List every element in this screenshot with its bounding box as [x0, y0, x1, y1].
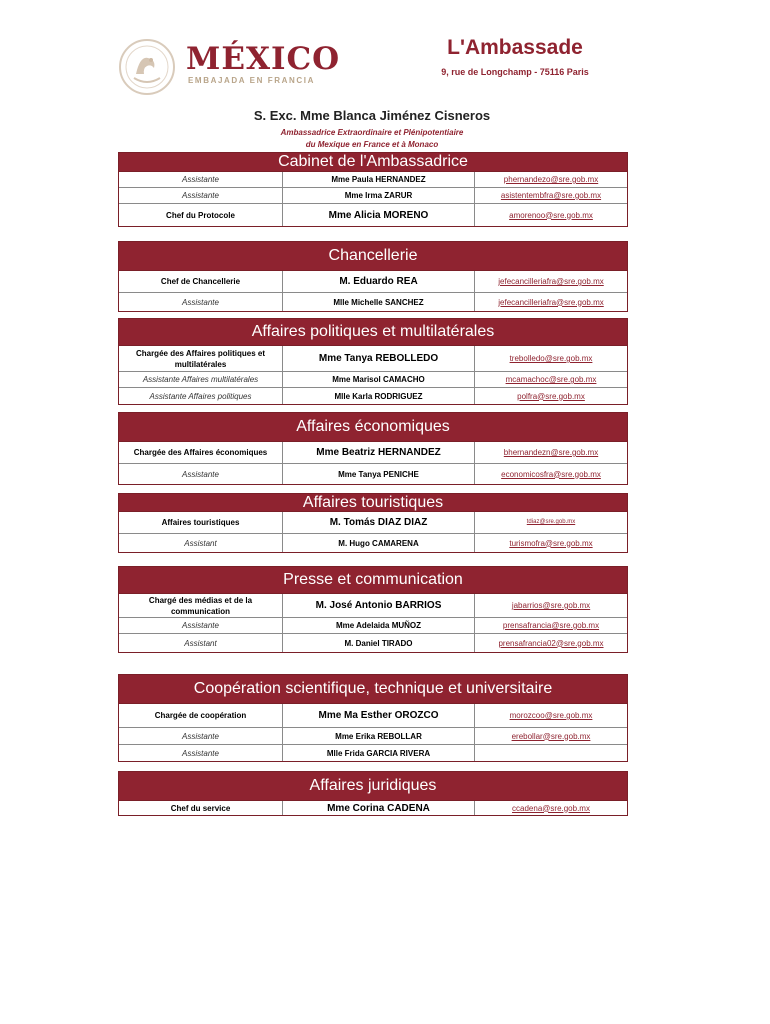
table-row [119, 745, 627, 761]
role-cell: Chargé des médias et de la communication [119, 594, 283, 617]
logo-subtitle: EMBAJADA EN FRANCIA [188, 76, 315, 85]
role-cell: Assistante [119, 728, 283, 744]
embassy-address: 9, rue de Longchamp - 75116 Paris [441, 67, 589, 77]
email-link[interactable]: erebollar@sre.gob.mx [511, 731, 591, 741]
role-cell: Assistant [119, 534, 283, 552]
logo-wordmark: MÉXICO [186, 41, 341, 77]
email-link[interactable]: phernandezo@sre.gob.mx [503, 175, 599, 184]
email-link[interactable]: prensafrancia@sre.gob.mx [502, 621, 600, 630]
section-affaires-touristiques [118, 493, 628, 553]
name-cell: Mme Tanya REBOLLEDO [283, 346, 475, 371]
email-link[interactable]: polfra@sre.gob.mx [517, 391, 585, 401]
email-link[interactable]: asistentembfra@sre.gob.mx [500, 191, 602, 200]
email-link[interactable]: prensafrancia02@sre.gob.mx [498, 638, 604, 648]
name-cell: Mlle Karla RODRIGUEZ [283, 388, 475, 404]
table-row [119, 464, 627, 484]
role-cell: Affaires touristiques [119, 512, 283, 533]
role-cell: Assistant [119, 634, 283, 652]
role-cell: Assistante [119, 745, 283, 761]
role-cell: Chargée de coopération [119, 704, 283, 727]
email-link[interactable]: morozcoo@sre.gob.mx [509, 711, 593, 720]
role-cell: Chargée des Affaires politiques et multilatérales [119, 346, 283, 371]
section-title: Cabinet de l'Ambassadrice [119, 153, 627, 172]
role-cell: Chef du Protocole [119, 204, 283, 226]
role-cell: Chef de Chancellerie [119, 271, 283, 292]
table-row [119, 388, 627, 404]
role-cell: Assistante [119, 293, 283, 311]
section-title: Affaires touristiques [119, 494, 627, 512]
email-link[interactable]: trebolledo@sre.gob.mx [509, 354, 593, 363]
section-affaires-economiques [118, 412, 628, 485]
section-title: Affaires économiques [119, 413, 627, 442]
ambassador-role-line1: Ambassadrice Extraordinaire et Plénipotentiaire [280, 128, 464, 137]
email-link[interactable]: amorenoo@sre.gob.mx [509, 210, 593, 220]
name-cell: Mme Irma ZARUR [283, 188, 475, 203]
table-row [119, 634, 627, 652]
section-cooperation [118, 674, 628, 762]
role-cell: Assistante [119, 188, 283, 203]
name-cell: Mme Adelaida MUÑOZ [283, 618, 475, 633]
table-row [119, 172, 627, 188]
table-row [119, 704, 627, 728]
section-title: Presse et communication [119, 567, 627, 594]
email-link[interactable]: jefecancilleriafra@sre.gob.mx [498, 277, 604, 286]
name-cell: Mme Marisol CAMACHO [283, 372, 475, 387]
email-link[interactable]: ccadena@sre.gob.mx [512, 803, 590, 813]
table-row [119, 728, 627, 745]
role-cell: Assistante [119, 172, 283, 187]
section-affaires-juridiques [118, 771, 628, 816]
ambassador-role-line2: du Mexique en France et à Monaco [305, 140, 439, 149]
table-row [119, 271, 627, 293]
role-cell: Assistante Affaires multilatérales [119, 372, 283, 387]
role-cell: Assistante [119, 464, 283, 484]
email-link[interactable]: bhernandezn@sre.gob.mx [503, 448, 599, 457]
table-row [119, 346, 627, 372]
table-row [119, 372, 627, 388]
table-row [119, 512, 627, 534]
section-cabinet [118, 152, 628, 227]
table-row [119, 442, 627, 464]
table-row [119, 594, 627, 618]
section-title: Coopération scientifique, technique et universitaire [119, 675, 627, 704]
table-row [119, 293, 627, 311]
section-chancellerie [118, 241, 628, 312]
email-link[interactable]: jabarrios@sre.gob.mx [511, 601, 591, 610]
email-link[interactable]: turismofra@sre.gob.mx [509, 538, 593, 548]
section-title: Affaires juridiques [119, 772, 627, 801]
email-link[interactable]: economicosfra@sre.gob.mx [501, 469, 601, 479]
name-cell: M. Tomás DIAZ DIAZ [283, 512, 475, 533]
role-cell: Assistante Affaires politiques [119, 388, 283, 404]
national-seal-icon [118, 38, 176, 96]
section-title: Affaires politiques et multilatérales [119, 319, 627, 346]
name-cell: Mme Paula HERNANDEZ [283, 172, 475, 187]
email-link[interactable]: mcamachoc@sre.gob.mx [505, 375, 597, 384]
section-presse-communication [118, 566, 628, 653]
section-title: Chancellerie [119, 242, 627, 271]
name-cell: Mme Corina CADENA [283, 801, 475, 815]
table-row [119, 534, 627, 552]
table-row [119, 801, 627, 815]
name-cell: M. Daniel TIRADO [283, 634, 475, 652]
table-row [119, 188, 627, 204]
name-cell: M. José Antonio BARRIOS [283, 594, 475, 617]
role-cell: Chef du service [119, 801, 283, 815]
name-cell: M. Hugo CAMARENA [283, 534, 475, 552]
section-affaires-politiques [118, 318, 628, 405]
name-cell: M. Eduardo REA [283, 271, 475, 292]
table-row [119, 618, 627, 634]
name-cell: Mlle Frida GARCIA RIVERA [283, 745, 475, 761]
name-cell: Mme Ma Esther OROZCO [283, 704, 475, 727]
name-cell: Mme Alicia MORENO [283, 204, 475, 226]
embassy-logo [118, 38, 358, 96]
name-cell: Mlle Michelle SANCHEZ [283, 293, 475, 311]
email-link[interactable]: tdiaz@sre.gob.mx [526, 519, 576, 525]
table-row [119, 204, 627, 226]
embassy-title: L'Ambassade [447, 36, 583, 59]
role-cell: Assistante [119, 618, 283, 633]
ambassador-name: S. Exc. Mme Blanca Jiménez Cisneros [253, 108, 491, 123]
name-cell: Mme Erika REBOLLAR [283, 728, 475, 744]
name-cell: Mme Beatriz HERNANDEZ [283, 442, 475, 463]
name-cell: Mme Tanya PENICHE [283, 464, 475, 484]
email-link[interactable]: jefecancilleriafra@sre.gob.mx [498, 297, 604, 307]
role-cell: Chargée des Affaires économiques [119, 442, 283, 463]
